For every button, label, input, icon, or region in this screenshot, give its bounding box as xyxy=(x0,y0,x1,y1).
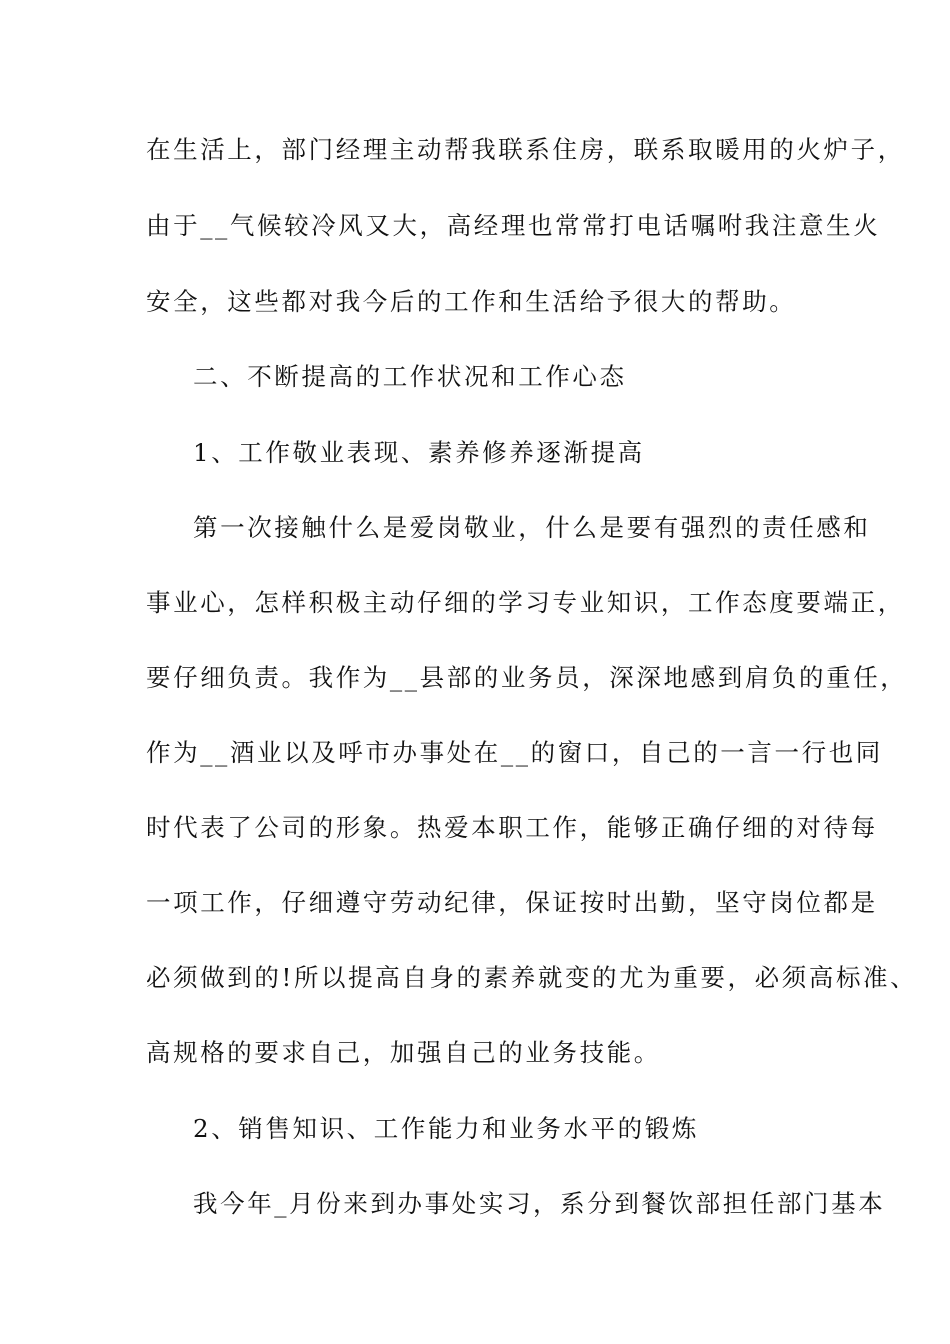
subsection-heading: 2、销售知识、工作能力和业务水平的锻炼 xyxy=(193,1114,699,1143)
paragraph-line: 必须做到的!所以提高自身的素养就变的尤为重要，必须高标准、 xyxy=(146,963,918,992)
paragraph-line: 作为__酒业以及呼市办事处在__的窗口，自己的一言一行也同 xyxy=(146,738,883,767)
subsection-heading: 1、工作敬业表现、素养修养逐渐提高 xyxy=(193,438,645,467)
paragraph-line: 我今年_月份来到办事处实习，系分到餐饮部担任部门基本 xyxy=(193,1189,886,1218)
section-heading: 二、不断提高的工作状况和工作心态 xyxy=(193,362,627,391)
paragraph-line: 时代表了公司的形象。热爱本职工作，能够正确仔细的对待每 xyxy=(146,813,878,842)
paragraph-line: 第一次接触什么是爱岗敬业，什么是要有强烈的责任感和 xyxy=(193,513,871,542)
paragraph-line: 安全，这些都对我今后的工作和生活给予很大的帮助。 xyxy=(146,287,797,316)
paragraph-line: 事业心，怎样积极主动仔细的学习专业知识，工作态度要端正， xyxy=(146,588,905,617)
paragraph-line: 在生活上，部门经理主动帮我联系住房，联系取暖用的火炉子， xyxy=(146,135,905,164)
paragraph-line: 由于__气候较冷风又大，高经理也常常打电话嘱咐我注意生火 xyxy=(146,211,881,240)
paragraph-line: 一项工作，仔细遵守劳动纪律，保证按时出勤，坚守岗位都是 xyxy=(146,888,878,917)
paragraph-line: 高规格的要求自己，加强自己的业务技能。 xyxy=(146,1038,661,1067)
paragraph-line: 要仔细负责。我作为__县部的业务员，深深地感到肩负的重任， xyxy=(146,663,908,692)
